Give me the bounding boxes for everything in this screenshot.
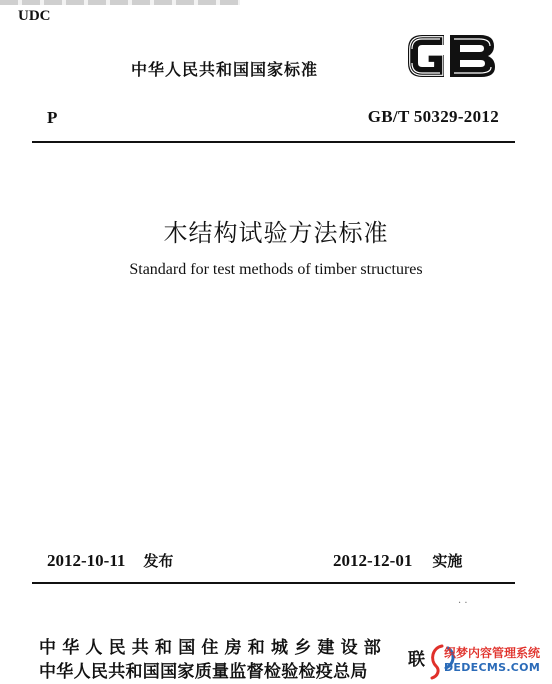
publisher-ministry-housing: 中华人民共和国住房和城乡建设部	[39, 638, 387, 658]
implement-date-block	[333, 550, 462, 571]
udc-label: UDC	[18, 8, 51, 24]
standard-number: GB/T 50329-2012	[367, 107, 499, 126]
publisher-aqsiq: 中华人民共和国国家质量监督检验检疫总局	[39, 662, 368, 682]
implement-label: 实施	[432, 552, 463, 570]
title-chinese: 木结构试验方法标准	[163, 219, 389, 247]
country-standard-heading: 中华人民共和国国家标准	[131, 60, 319, 79]
watermark-text-en: DEDECMS.COM	[444, 661, 541, 674]
category-code: P	[47, 108, 58, 127]
watermark-text-cn: 织梦内容管理系统	[444, 646, 541, 660]
bottom-divider	[32, 582, 515, 584]
gb-logo-icon	[404, 31, 498, 81]
implement-date: 2012-12-01	[333, 551, 413, 570]
joint-label: 联	[408, 650, 425, 670]
title-english: Standard for test methods of timber structures	[129, 261, 423, 278]
issue-label: 发布	[143, 552, 174, 570]
top-divider	[32, 141, 515, 143]
scan-speck: · ·	[458, 598, 468, 609]
issue-date-block	[47, 550, 173, 571]
issue-date: 2012-10-11	[47, 551, 126, 570]
scan-artifact-strip	[0, 0, 240, 5]
dedecms-watermark	[428, 642, 550, 682]
